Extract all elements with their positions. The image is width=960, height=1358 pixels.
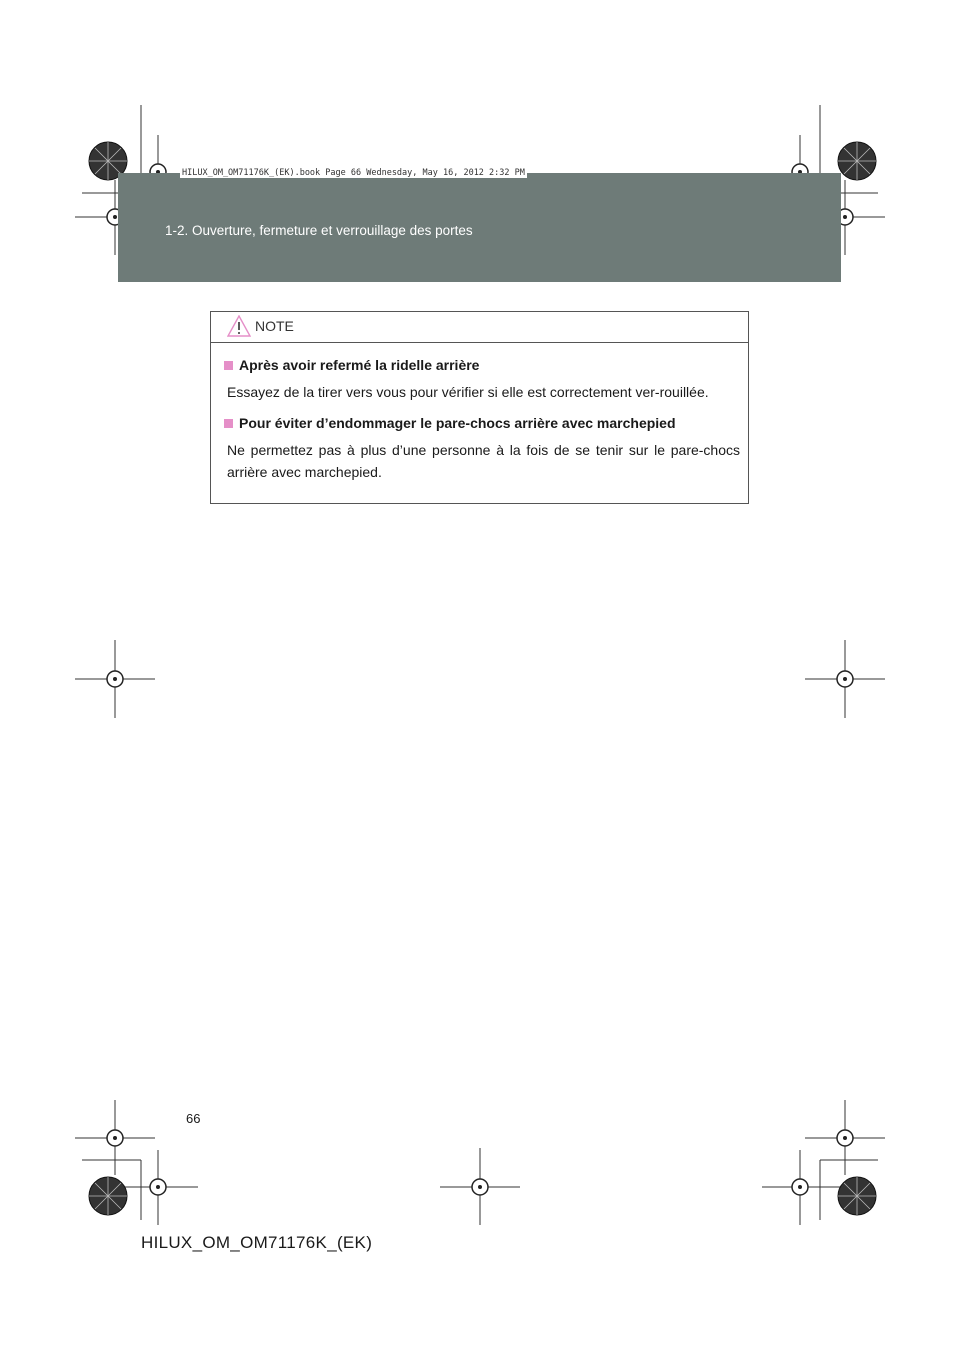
- section-header-band: [118, 173, 841, 282]
- note-body: [211, 343, 748, 483]
- note-item-text: Ne permettez pas à plus d’une personne à la fois de se tenir sur le pare-chocs arrière avec marchepied.: [227, 442, 740, 480]
- note-item-title-text: Après avoir refermé la ridelle arrière: [239, 357, 480, 373]
- file-stamp: HILUX_OM_OM71176K_(EK).book Page 66 Wednesday, May 16, 2012 2:32 PM: [182, 168, 525, 178]
- section-title: 1-2. Ouverture, fermeture et verrouillage des portes: [165, 223, 473, 238]
- note-box: [210, 311, 749, 504]
- note-item-title: [224, 355, 740, 375]
- note-label: NOTE: [255, 318, 294, 334]
- note-item-title: [224, 413, 740, 433]
- document-code: HILUX_OM_OM71176K_(EK): [141, 1233, 373, 1252]
- note-header: [211, 312, 748, 343]
- page-number: 66: [186, 1111, 201, 1126]
- note-item-title-text: Pour éviter d’endommager le pare-chocs arrière avec marchepied: [239, 415, 676, 431]
- warning-triangle-icon: [227, 315, 251, 337]
- square-bullet-icon: [224, 419, 233, 428]
- note-item-text: Essayez de la tirer vers vous pour vérifier si elle est correctement ver-rouillée.: [227, 384, 709, 400]
- square-bullet-icon: [224, 361, 233, 370]
